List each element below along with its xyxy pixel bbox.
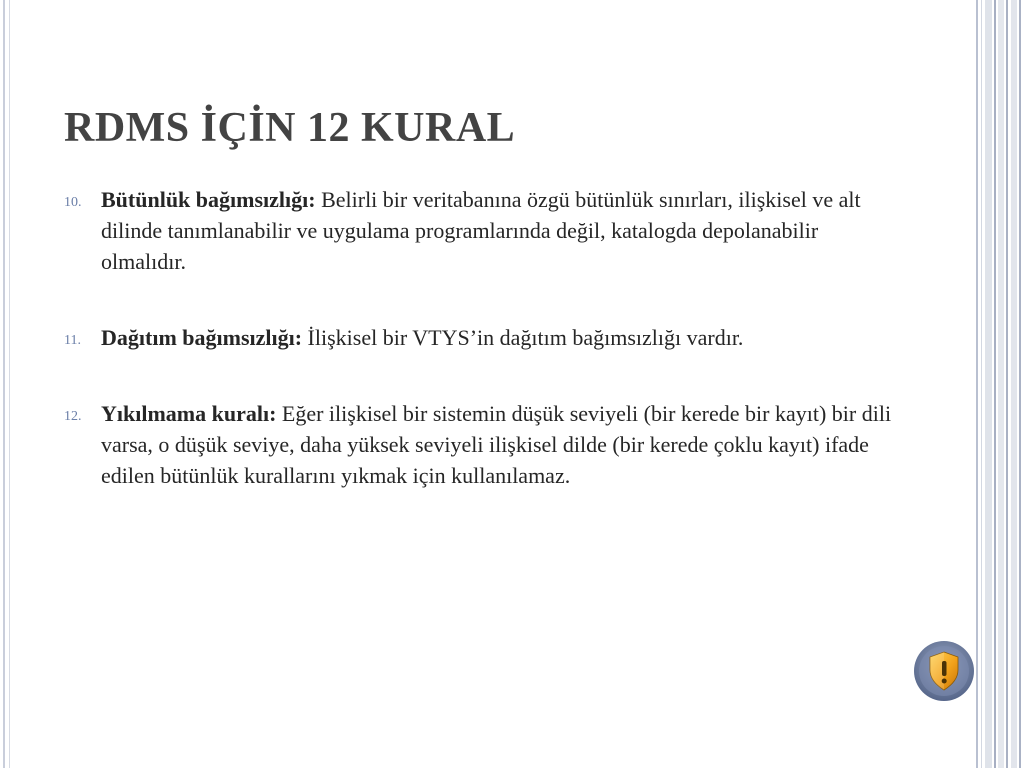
list-number: 10.	[64, 195, 82, 210]
rule-term: Bütünlük bağımsızlığı:	[101, 187, 316, 212]
list-item-10	[64, 184, 894, 277]
stripe	[1006, 0, 1008, 768]
rules-list	[64, 184, 894, 536]
left-border-line-inner	[9, 0, 10, 768]
shield-warning-icon	[913, 640, 975, 702]
rule-text: Belirli bir veritabanına özgü bütünlük sınırları, ilişkisel ve alt dilinde tanımlanabilir ve uygulama programlarında değil, katalogda depolanabilir olmalıdır.	[101, 187, 861, 274]
stripe	[981, 0, 982, 768]
list-item-11	[64, 322, 894, 353]
slide-title: RDMS İÇİN 12 KURAL	[64, 105, 516, 151]
stripe	[1019, 0, 1021, 768]
rule-term: Dağıtım bağımsızlığı:	[101, 325, 303, 350]
rule-text: İlişkisel bir VTYS’in dağıtım bağımsızlığı vardır.	[302, 325, 744, 350]
warning-button[interactable]	[913, 640, 975, 702]
stripe	[998, 0, 1004, 768]
rule-term: Yıkılmama kuralı:	[101, 401, 277, 426]
list-item-12	[64, 398, 894, 491]
rule-text: Eğer ilişkisel bir sistemin düşük seviyeli (bir kerede bir kayıt) bir dili varsa, o düşük seviye, daha yüksek seviyeli ilişkisel dilde (bir kerede çoklu kayıt) ifade edilen bütünlük kurallarını yıkmak için kullanılamaz.	[101, 401, 892, 488]
stripe	[1011, 0, 1017, 768]
list-number: 12.	[64, 409, 82, 424]
right-decorative-stripes	[976, 0, 1024, 768]
left-border-line	[3, 0, 5, 768]
stripe	[994, 0, 996, 768]
stripe	[985, 0, 992, 768]
stripe	[976, 0, 978, 768]
list-number: 11.	[64, 333, 81, 348]
